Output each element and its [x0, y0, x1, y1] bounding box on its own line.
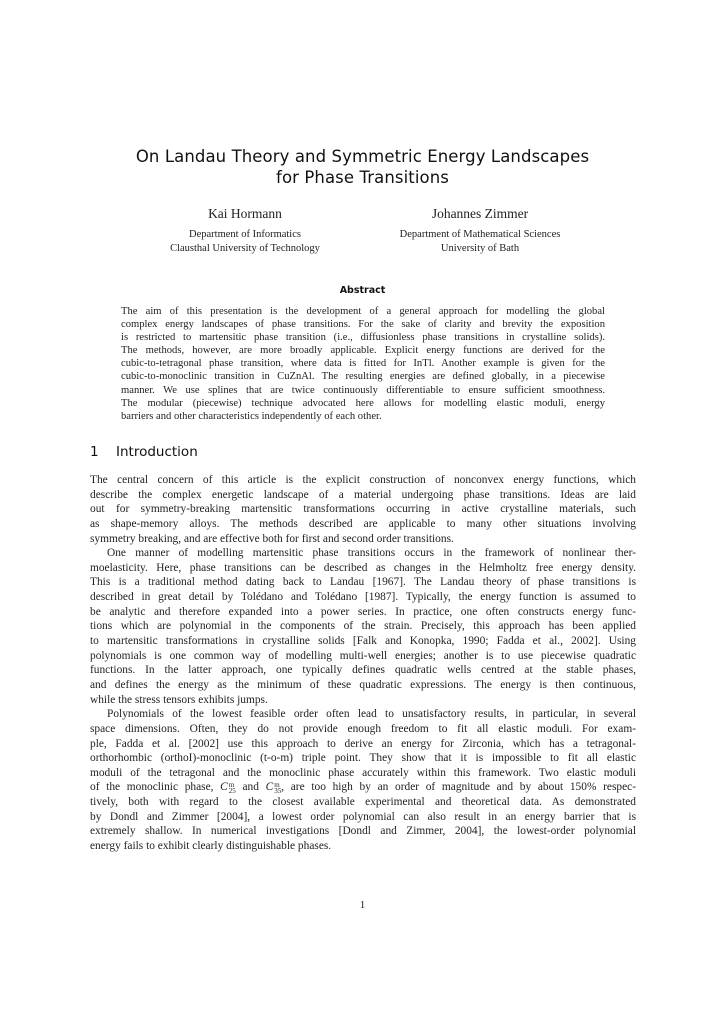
section-heading — [90, 444, 198, 461]
section-title: Introduction — [116, 444, 198, 460]
modulus-subscript: 25 — [228, 786, 236, 795]
body-line: moduli of the tetragonal and the monoclinic phase accurately within this framework. Two elastic moduli — [90, 766, 636, 779]
body-line: One manner of modelling martensitic phase transitions occurs in the framework of nonlinear ther- — [107, 547, 636, 560]
body-line: extremely shallow. In numerical investigations [Dondl and Zimmer, 2004], the lowest-order polynomial — [90, 825, 636, 838]
abstract-line: complex energy landscapes of phase transitions. For the sake of clarity and brevity the exposition — [121, 319, 605, 331]
modulus-indices — [229, 782, 236, 794]
body-line: as shape-memory alloys. The methods described are applicable to many other situations involving — [90, 517, 636, 530]
modulus-superscript: m — [274, 780, 280, 789]
body-line: moelasticity. Here, phase transitions can be described as changes in the Helmholtz free energy density. — [90, 561, 636, 574]
body-line: orthorhombic (orthoI)-monoclinic (t-o-m) triple point. They show that it is impossible to fit all elastic — [90, 752, 636, 765]
body-line: polynomials is one common way of modelling multi-well energies; another is to use piecewise quadratic — [90, 649, 636, 662]
body-line: symmetry breaking, and are effective both for first and second order transitions. — [90, 532, 454, 545]
author-block-2 — [352, 205, 608, 255]
body-line: The central concern of this article is the explicit construction of nonconvex energy functions, which — [90, 474, 636, 486]
body-line: while the stress tensors exhibits jumps. — [90, 693, 268, 706]
body-line: be analytic and therefore expanded into a power series. In practice, one often constructs energy func- — [90, 605, 636, 618]
body-line: space dimensions. Often, they do not provide enough freedom to fit all elastic moduli. For exam- — [90, 722, 636, 735]
body-text — [90, 473, 636, 854]
abstract-line: barriers and other characteristics independently of each other. — [121, 410, 382, 422]
modulus-c35 — [266, 781, 282, 793]
author-affiliation-line: Clausthal University of Technology — [170, 242, 320, 254]
abstract-line: is restricted to martensitic phase transition (i.e., diffusionless phase transitions in crystalline solids). — [121, 332, 605, 344]
author-affiliation-line: University of Bath — [440, 242, 520, 254]
abstract-line: The aim of this presentation is the development of a general approach for modelling the global — [121, 306, 605, 317]
abstract-heading: Abstract — [339, 285, 386, 296]
body-line: Polynomials of the lowest feasible order often lead to unsatisfactory results, in particular, in several — [107, 708, 636, 721]
body-line-moduli — [90, 780, 636, 795]
body-line: ple, Fadda et al. [2002] use this approach to derive an energy for Zirconia, which has a tetragonal- — [90, 737, 636, 750]
author-name: Kai Hormann — [208, 206, 282, 221]
body-line: out for symmetry-breaking martensitic transformations occurring in active crystalline materials, such — [90, 503, 636, 516]
abstract-line: cubic-to-monoclinic transition in CuZnAl. The resulting energies are defined globally, in a piecewise — [121, 371, 605, 383]
modulus-symbol: C — [220, 781, 228, 794]
modulus-superscript: m — [228, 780, 235, 789]
page-number: 1 — [359, 899, 366, 911]
paper-title — [0, 146, 725, 188]
abstract-body — [121, 305, 605, 423]
body-line: and defines the energy as the minimum of these quadratic expressions. The energy is then continuous, — [90, 678, 636, 691]
author-block-1 — [145, 205, 345, 255]
abstract-line: The modular (piecewise) technique advocated here allows for modelling elastic moduli, energy — [121, 397, 605, 409]
body-line: described in great detail by Tolédano and Tolédano [1987]. Typically, the energy function is assumed to — [90, 591, 636, 604]
title-line-1: On Landau Theory and Symmetric Energy Landscapes — [135, 147, 590, 166]
author-affiliation-line: Department of Mathematical Sciences — [399, 229, 561, 240]
body-line: This is a traditional method dating back to Landau [1967]. The Landau theory of phase transitions is — [90, 576, 636, 589]
section-number: 1 — [90, 444, 99, 460]
abstract-line: cubic-to-tetragonal phase transition, where data is fitted for InTl. Another example is given for the — [121, 358, 605, 370]
body-line: by Dondl and Zimmer [2004], a lowest order polynomial can also result in an energy barrier that is — [90, 810, 636, 823]
modulus-subscript: 35 — [274, 786, 282, 795]
body-line: tively, both with regard to the closest available experimental and theoretical data. As demonstrated — [90, 796, 636, 809]
author-affiliation-line: Department of Informatics — [189, 229, 301, 240]
body-line: energy fails to exhibit clearly distinguishable phases. — [90, 840, 332, 853]
abstract-line: The methods, however, are more broadly applicable. Explicit energy functions are derived for the — [121, 345, 605, 357]
modulus-c25 — [220, 781, 236, 793]
abstract-line: manner. We use splines that are twice continuously differentiable to ensure sufficient smoothness. — [121, 384, 605, 396]
title-line-2: for Phase Transitions — [276, 168, 449, 187]
body-line: describe the complex energetic landscape of a material undergoing phase transitions. Ideas are laid — [90, 488, 636, 501]
moduli-suffix: , are too high by an order of magnitude and by about 150% respec- — [281, 781, 637, 794]
body-line: to martensitic transformations in crystalline solids [Falk and Konopka, 1990; Fadda et al., 2002]. Using — [90, 635, 636, 648]
author-name: Johannes Zimmer — [431, 206, 529, 221]
moduli-and: and — [235, 781, 266, 794]
body-line: tions which are polynomial in the components of the strain. Precisely, this approach has been applied — [90, 620, 636, 633]
body-line: functions. In the latter approach, one typically defines quadratic wells centred at the stable phases, — [90, 664, 636, 677]
modulus-symbol: C — [265, 781, 274, 794]
moduli-prefix: of the monoclinic phase, — [90, 781, 221, 794]
